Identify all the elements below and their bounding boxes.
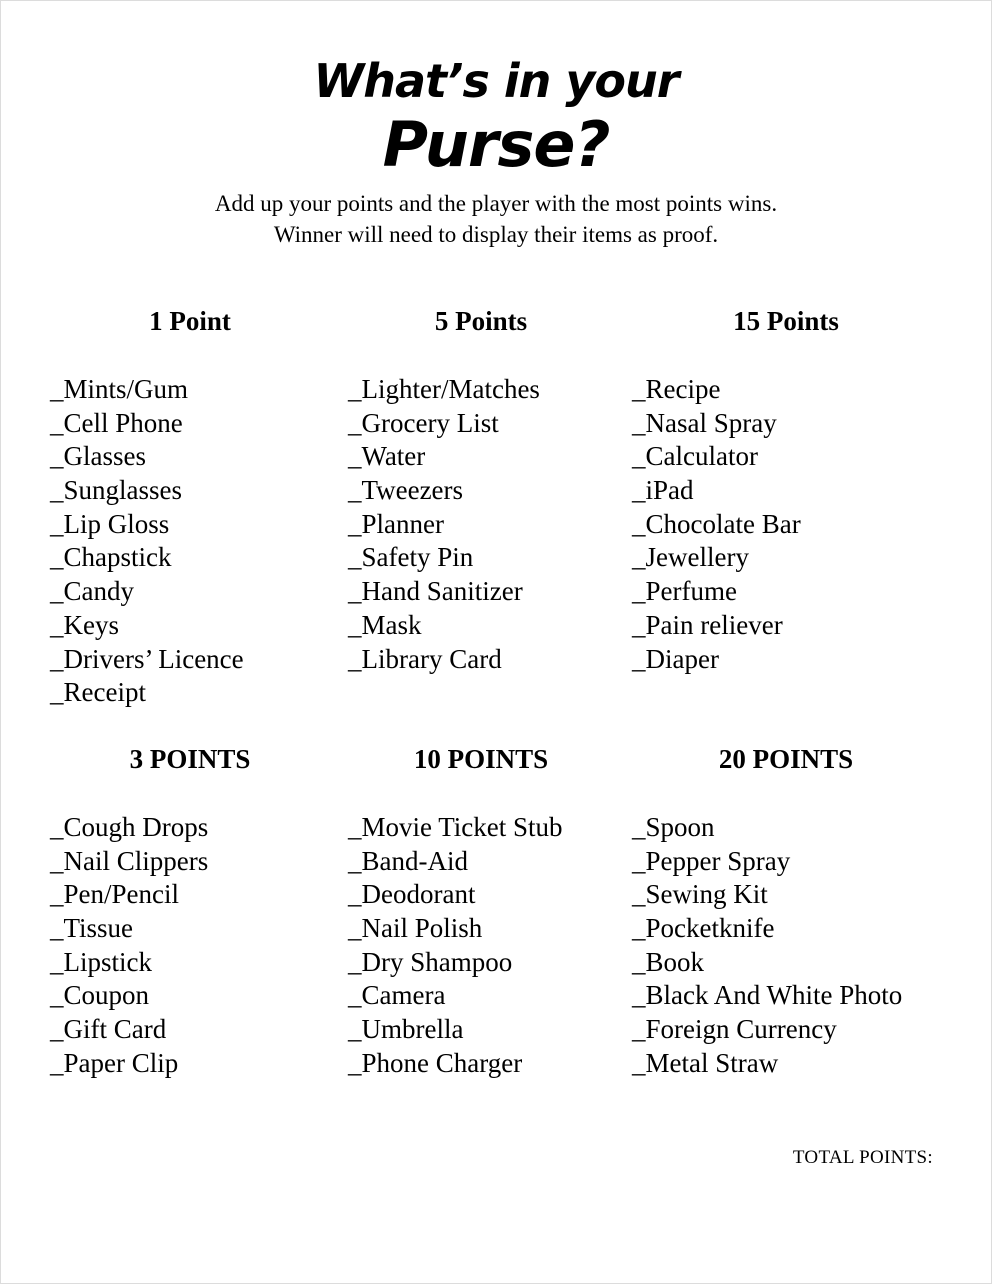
- checklist-item: _Pocketknife: [632, 913, 775, 944]
- checklist-item: _Recipe: [632, 374, 721, 404]
- checklist-item: _Paper Clip: [50, 1047, 179, 1078]
- section-15-points: [632, 306, 952, 706]
- checklist-item: _Tweezers: [348, 475, 464, 506]
- checklist-item: _Glasses: [50, 441, 146, 472]
- checklist-item: _Water: [348, 441, 426, 472]
- checklist-item: _Black And White Photo: [632, 980, 903, 1011]
- checklist-item: _Sunglasses: [50, 475, 183, 506]
- checklist-item: _Book: [632, 946, 705, 977]
- section-3-points: [50, 744, 340, 1084]
- section-20-points: [632, 744, 952, 1084]
- checklist-item: _Gift Card: [50, 1014, 167, 1045]
- checklist-item: _Metal Straw: [632, 1047, 779, 1078]
- checklist-item: _Band-Aid: [348, 845, 468, 876]
- item-list: [348, 373, 540, 676]
- checklist-item: _Nail Clippers: [50, 845, 209, 876]
- checklist-item: _Pepper Spray: [632, 845, 791, 876]
- checklist-item: _Drivers’ Licence: [50, 643, 244, 674]
- title-line-1: What’s in your: [313, 54, 679, 108]
- checklist-item: _Diaper: [632, 643, 719, 674]
- checklist-item: _Camera: [348, 980, 446, 1011]
- checklist-item: _Keys: [50, 609, 119, 640]
- instructions-line-2: Winner will need to display their items as proof.: [273, 222, 719, 247]
- item-list: [50, 373, 244, 710]
- checklist-item: _Library Card: [348, 643, 502, 674]
- checklist-item: _Coupon: [50, 980, 150, 1011]
- checklist-item: _Foreign Currency: [632, 1014, 837, 1045]
- checklist-item: _Cell Phone: [50, 407, 183, 438]
- checklist-item: _Lip Gloss: [50, 508, 170, 539]
- checklist-item: _Chocolate Bar: [632, 508, 801, 539]
- checklist-item: _Nail Polish: [348, 913, 483, 944]
- section-heading: 15 Points: [733, 306, 839, 336]
- item-list: [348, 811, 563, 1081]
- checklist-item: _iPad: [632, 475, 694, 506]
- checklist-item: _Perfume: [632, 576, 737, 607]
- instructions-line-1: Add up your points and the player with the most points wins.: [214, 191, 778, 216]
- checklist-item: _Grocery List: [348, 407, 499, 438]
- checklist-item: _Lipstick: [50, 946, 152, 977]
- checklist-item: _Jewellery: [632, 542, 749, 573]
- section-heading: 10 POINTS: [413, 744, 549, 774]
- section-heading: 3 POINTS: [129, 744, 251, 774]
- checklist-item: _Receipt: [50, 677, 146, 708]
- checklist-item: _Calculator: [632, 441, 758, 472]
- checklist-item: _Chapstick: [50, 542, 172, 573]
- instructions: [0, 188, 992, 250]
- checklist-item: _Spoon: [632, 812, 715, 842]
- checklist-item: _Pain reliever: [632, 609, 783, 640]
- checklist-item: _Sewing Kit: [632, 879, 768, 910]
- item-list: [50, 811, 208, 1081]
- checklist-item: _Mask: [348, 609, 422, 640]
- section-1-point: [50, 306, 340, 706]
- checklist-item: _Tissue: [50, 913, 134, 944]
- section-5-points: [348, 306, 628, 706]
- checklist-item: _Phone Charger: [348, 1047, 523, 1078]
- checklist-item: _Nasal Spray: [632, 407, 777, 438]
- item-list: [632, 811, 902, 1081]
- checklist-item: _Umbrella: [348, 1014, 464, 1045]
- section-heading: 5 Points: [434, 306, 528, 336]
- checklist-item: _Candy: [50, 576, 134, 607]
- checklist-item: _Lighter/Matches: [348, 374, 540, 404]
- section-heading: 20 POINTS: [718, 744, 854, 774]
- checklist-item: _Dry Shampoo: [348, 946, 513, 977]
- checklist-item: _Movie Ticket Stub: [348, 812, 563, 842]
- checklist-item: _Planner: [348, 508, 444, 539]
- checklist-item: _Pen/Pencil: [50, 879, 179, 910]
- item-list: [632, 373, 801, 676]
- checklist-item: _Hand Sanitizer: [348, 576, 523, 607]
- total-points-label: TOTAL POINTS:: [792, 1147, 933, 1168]
- checklist-item: _Deodorant: [348, 879, 476, 910]
- checklist-item: _Safety Pin: [348, 542, 474, 573]
- checklist-item: _Mints/Gum: [50, 374, 189, 404]
- title-line-2: Purse?: [382, 108, 610, 181]
- section-10-points: [348, 744, 628, 1084]
- checklist-item: _Cough Drops: [50, 812, 209, 842]
- section-heading: 1 Point: [149, 306, 231, 336]
